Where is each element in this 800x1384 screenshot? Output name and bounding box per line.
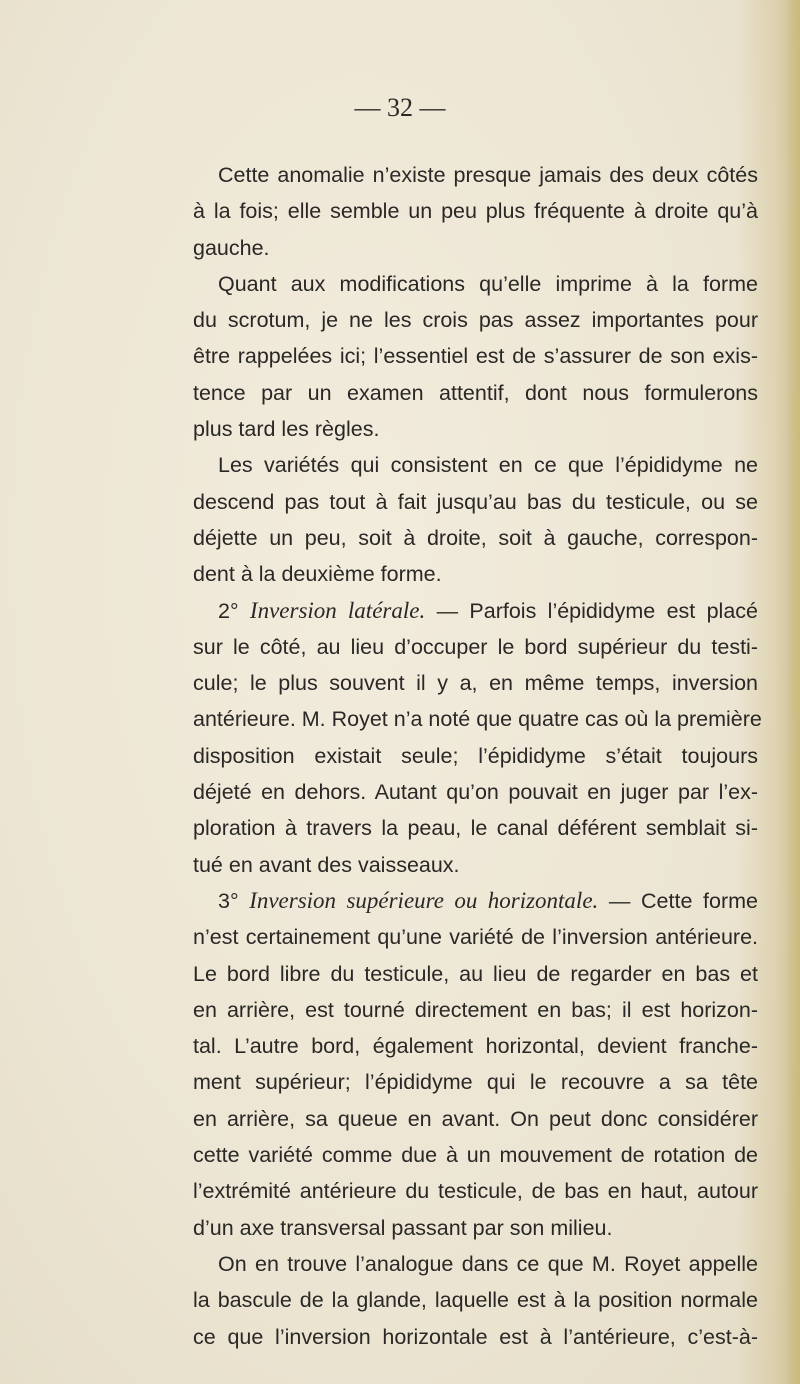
section-heading-line — [193, 883, 758, 919]
text-line: Cette anomalie n’existe presque jamais des deux côtés — [218, 163, 758, 187]
section-number: 2° — [218, 598, 239, 623]
text-line: On en trouve l’analogue dans ce que M. Royet appelle — [218, 1251, 758, 1276]
text-line: en arrière, sa queue en avant. On peut donc considérer — [193, 1106, 758, 1131]
text-line: déjeté en dehors. Autant qu’on pouvait en juger par l’ex- — [193, 780, 758, 805]
page-edge — [786, 0, 800, 1384]
text-line: cette variété comme due à un mouvement de rotation de — [193, 1143, 758, 1168]
text-line: tal. L’autre bord, également horizontal, devient franche- — [193, 1034, 758, 1059]
text-line: ce que l’inversion horizontale est à l’antérieure, c’est-à- — [193, 1324, 758, 1349]
text-line: à la fois; elle semble un peu plus fréquente à droite qu’à — [193, 199, 758, 224]
text-line: Les variétés qui consistent en ce que l’épididyme ne — [218, 453, 758, 478]
section-title: Inversion supérieure ou horizontale. — [249, 887, 599, 913]
text-line: n’est certainement qu’une variété de l’inversion antérieure. — [193, 925, 758, 950]
section-heading-line — [193, 593, 758, 629]
text-line: antérieure. M. Royet n’a noté que quatre cas où la première — [193, 707, 762, 732]
text-line: tué en avant des vaisseaux. — [193, 852, 460, 877]
text-line: cule; le plus souvent il y a, en même temps, inversion — [193, 671, 758, 696]
text-line: gauche. — [193, 235, 270, 260]
text-line: Le bord libre du testicule, au lieu de regarder en bas et — [193, 961, 758, 986]
section-number: 3° — [218, 888, 239, 913]
text-line: sur le côté, au lieu d’occuper le bord supérieur du testi- — [193, 634, 758, 659]
body-text — [193, 157, 762, 1355]
text-line: la bascule de la glande, laquelle est à la position normale — [193, 1288, 758, 1313]
text-line: plus tard les règles. — [193, 417, 380, 442]
text-line: dent à la deuxième forme. — [193, 562, 442, 587]
text-line: d’un axe transversal passant par son milieu. — [193, 1215, 613, 1240]
text-line: tence par un examen attentif, dont nous formulerons — [193, 380, 758, 405]
text-line: ploration à travers la peau, le canal déférent semblait si- — [193, 816, 758, 841]
text-fragment: — Cette forme — [608, 888, 758, 913]
text-line: descend pas tout à fait jusqu’au bas du testicule, ou se — [193, 489, 758, 514]
text-line: être rappelées ici; l’essentiel est de s’assurer de son exis- — [193, 344, 758, 369]
text-line: en arrière, est tourné directement en bas; il est horizon- — [193, 997, 758, 1022]
text-line: disposition existait seule; l’épididyme s’était toujours — [193, 743, 758, 768]
text-line: l’extrémité antérieure du testicule, de bas en haut, autour — [193, 1179, 758, 1204]
text-line: Quant aux modifications qu’elle imprime à la forme — [218, 271, 758, 296]
page-number: — 32 — — [354, 93, 446, 122]
text-line: ment supérieur; l’épididyme qui le recouvre a sa tête — [193, 1070, 758, 1095]
text-fragment: — Parfois l’épididyme est placé — [436, 598, 758, 623]
section-title: Inversion latérale. — [249, 597, 426, 623]
text-line: du scrotum, je ne les crois pas assez importantes pour — [193, 308, 758, 333]
text-line: déjette un peu, soit à droite, soit à gauche, correspon- — [193, 525, 758, 550]
